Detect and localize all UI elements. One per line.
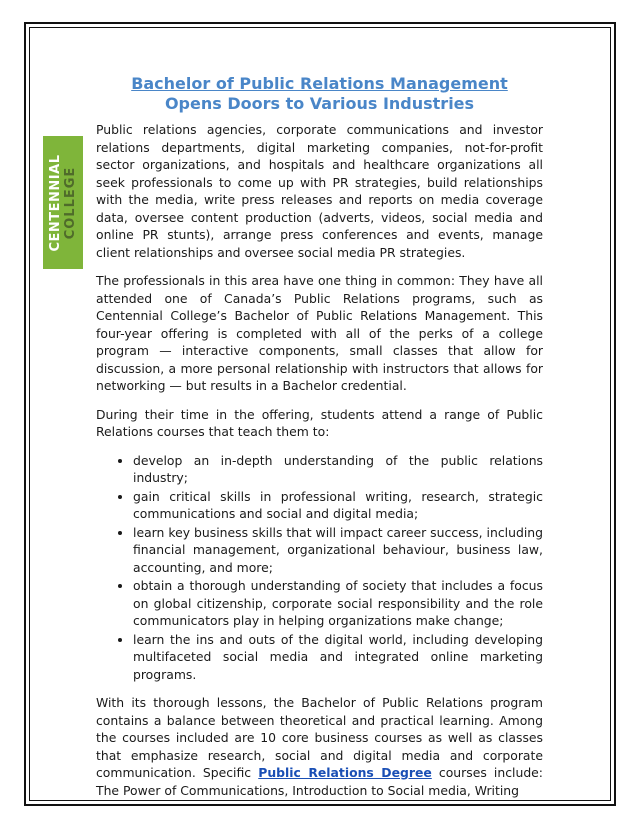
article [96,74,543,810]
logo-text-centennial: CENTENNIAL [48,154,63,251]
skills-list [96,452,543,684]
logo-text-college: COLLEGE [63,166,78,239]
public-relations-degree-link[interactable]: Public Relations Degree [258,765,432,780]
paragraph-professionals: The professionals in this area have one thing in common: They have all attended one of Canada’s Public Relations programs, such as Centennial College’s Bachelor of Public Relations Management. This four-year offering is completed with all of the perks of a college program — interactive components, small classes that allow for discussion, a more personal relationship with instructors that allows for networking — but results in a Bachelor credential. [96,273,543,393]
list-item: • obtain a thorough understanding of society that includes a focus on global citizenship, corporate social responsibility and the role communicators play in helping organizations make change; [133,577,543,630]
list-item: • develop an in-depth understanding of the public relations industry; [133,452,543,487]
final-text-after: courses include: The Power of Communications, Introduction to Social media, Writing [96,765,543,798]
list-item: • learn the ins and outs of the digital world, including developing multifaceted social media and integrated online marketing programs. [133,631,543,684]
list-item: • learn key business skills that will impact career success, including financial management, organizational behaviour, business law, accounting, and more; [133,524,543,577]
article-title [96,74,543,114]
centennial-college-logo [43,136,83,269]
final-text-before: With its thorough lessons, the Bachelor of Public Relations program contains a balance between theoretical and practical learning. Among the courses included are 10 core business courses as well as classes that emphasize research, social and digital media and corporate communication. Specific [96,695,543,780]
paragraph-courses-intro: During their time in the offering, students attend a range of Public Relations courses that teach them to: [96,406,543,439]
paragraph-final [96,694,543,799]
paragraph-intro: Public relations agencies, corporate communications and investor relations departments, digital marketing companies, not-for-profit sector organizations, and hospitals and healthcare organizations all seek professionals to come up with PR strategies, build relationships with the media, write press releases and reports on media coverage data, oversee content production (adverts, videos, social media and online PR stunts), arrange press conferences and events, manage client relationships and oversee social media PR strategies. [96,122,543,260]
title-line-1: Bachelor of Public Relations Management [131,74,508,93]
list-item: • gain critical skills in professional writing, research, strategic communications and social and digital media; [133,488,543,523]
title-line-2: Opens Doors to Various Industries [164,94,475,113]
